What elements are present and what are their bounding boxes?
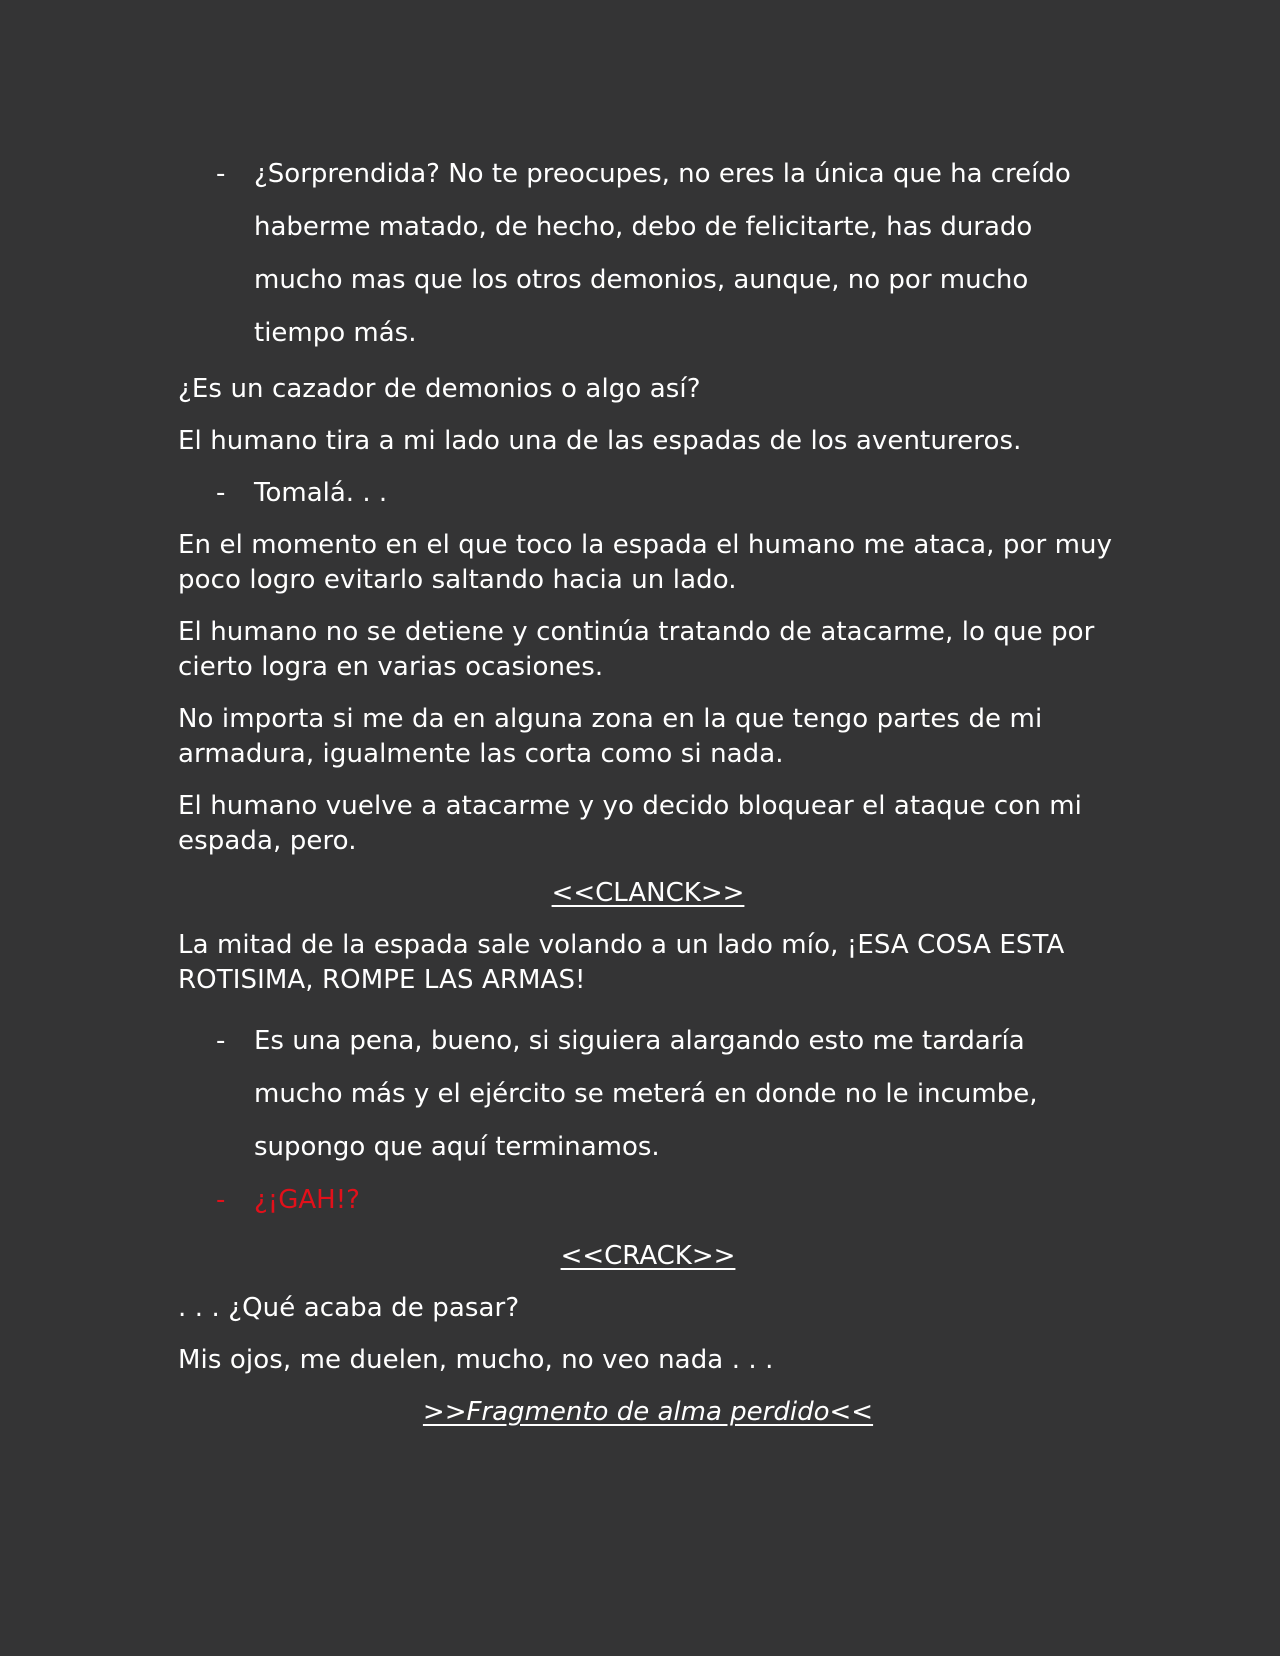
narration-paragraph: ¿Es un cazador de demonios o algo así? bbox=[178, 374, 701, 404]
dialogue-dash: - bbox=[216, 478, 226, 508]
dialogue-line bbox=[178, 148, 1118, 201]
dialogue-line bbox=[178, 1121, 1118, 1174]
paragraph-line: El humano vuelve a atacarme y yo decido bloquear el ataque con mi bbox=[178, 791, 1083, 821]
narration-paragraph: El humano tira a mi lado una de las espadas de los aventureros. bbox=[178, 426, 1022, 456]
dialogue-line bbox=[178, 476, 1118, 511]
narration-paragraph: Mis ojos, me duelen, mucho, no veo nada . . . bbox=[178, 1345, 774, 1375]
dialogue-text: ¿¡GAH!? bbox=[254, 1185, 360, 1215]
dialogue-dash: - bbox=[216, 1185, 226, 1215]
paragraph-line: cierto logra en varias ocasiones. bbox=[178, 652, 604, 682]
paragraph-line: ROTISIMA, ROMPE LAS ARMAS! bbox=[178, 965, 586, 995]
narration-paragraph bbox=[178, 702, 1118, 772]
paragraph-line: La mitad de la espada sale volando a un lado mío, ¡ESA COSA ESTA bbox=[178, 930, 1065, 960]
narration-paragraph bbox=[178, 928, 1118, 998]
dialogue-line bbox=[178, 307, 1118, 360]
paragraph-line: armadura, igualmente las corta como si nada. bbox=[178, 739, 784, 769]
system-message-text: >>Fragmento de alma perdido<< bbox=[422, 1397, 874, 1427]
dialogue-line bbox=[178, 201, 1118, 254]
sound-effect-text: <<CLANCK>> bbox=[551, 878, 745, 908]
narration-paragraph bbox=[178, 789, 1118, 859]
dialogue-text: haberme matado, de hecho, debo de felicitarte, has durado bbox=[254, 212, 1033, 242]
dialogue-block-1 bbox=[178, 148, 1118, 360]
paragraph-line: No importa si me da en alguna zona en la que tengo partes de mi bbox=[178, 704, 1043, 734]
narration-paragraph: . . . ¿Qué acaba de pasar? bbox=[178, 1293, 520, 1323]
dialogue-text: supongo que aquí terminamos. bbox=[254, 1132, 660, 1162]
paragraph-line: El humano no se detiene y continúa tratando de atacarme, lo que por bbox=[178, 617, 1095, 647]
dialogue-text: tiempo más. bbox=[254, 318, 417, 348]
dialogue-line bbox=[178, 254, 1118, 307]
narration-paragraph bbox=[178, 615, 1118, 685]
dialogue-text: ¿Sorprendida? No te preocupes, no eres la única que ha creído bbox=[254, 159, 1071, 189]
dialogue-line-red bbox=[178, 1174, 1118, 1227]
dialogue-block-3 bbox=[178, 1015, 1118, 1227]
narration-paragraph bbox=[178, 528, 1118, 598]
dialogue-text: Es una pena, bueno, si siguiera alargando esto me tardaría bbox=[254, 1026, 1025, 1056]
sound-effect bbox=[178, 876, 1118, 911]
paragraph-line: espada, pero. bbox=[178, 826, 357, 856]
paragraph-line: poco logro evitarlo saltando hacia un lado. bbox=[178, 565, 737, 595]
sound-effect-text: <<CRACK>> bbox=[560, 1241, 736, 1271]
dialogue-line bbox=[178, 1015, 1118, 1068]
dialogue-text: mucho mas que los otros demonios, aunque, no por mucho bbox=[254, 265, 1029, 295]
system-message bbox=[178, 1395, 1118, 1430]
dialogue-text: mucho más y el ejército se meterá en donde no le incumbe, bbox=[254, 1079, 1038, 1109]
dialogue-dash: - bbox=[216, 1026, 226, 1056]
dialogue-text: Tomalá. . . bbox=[254, 478, 388, 508]
dialogue-line bbox=[178, 1068, 1118, 1121]
sound-effect bbox=[178, 1239, 1118, 1274]
paragraph-line: En el momento en el que toco la espada el humano me ataca, por muy bbox=[178, 530, 1113, 560]
story-page bbox=[178, 148, 1118, 1447]
dialogue-dash: - bbox=[216, 159, 226, 189]
